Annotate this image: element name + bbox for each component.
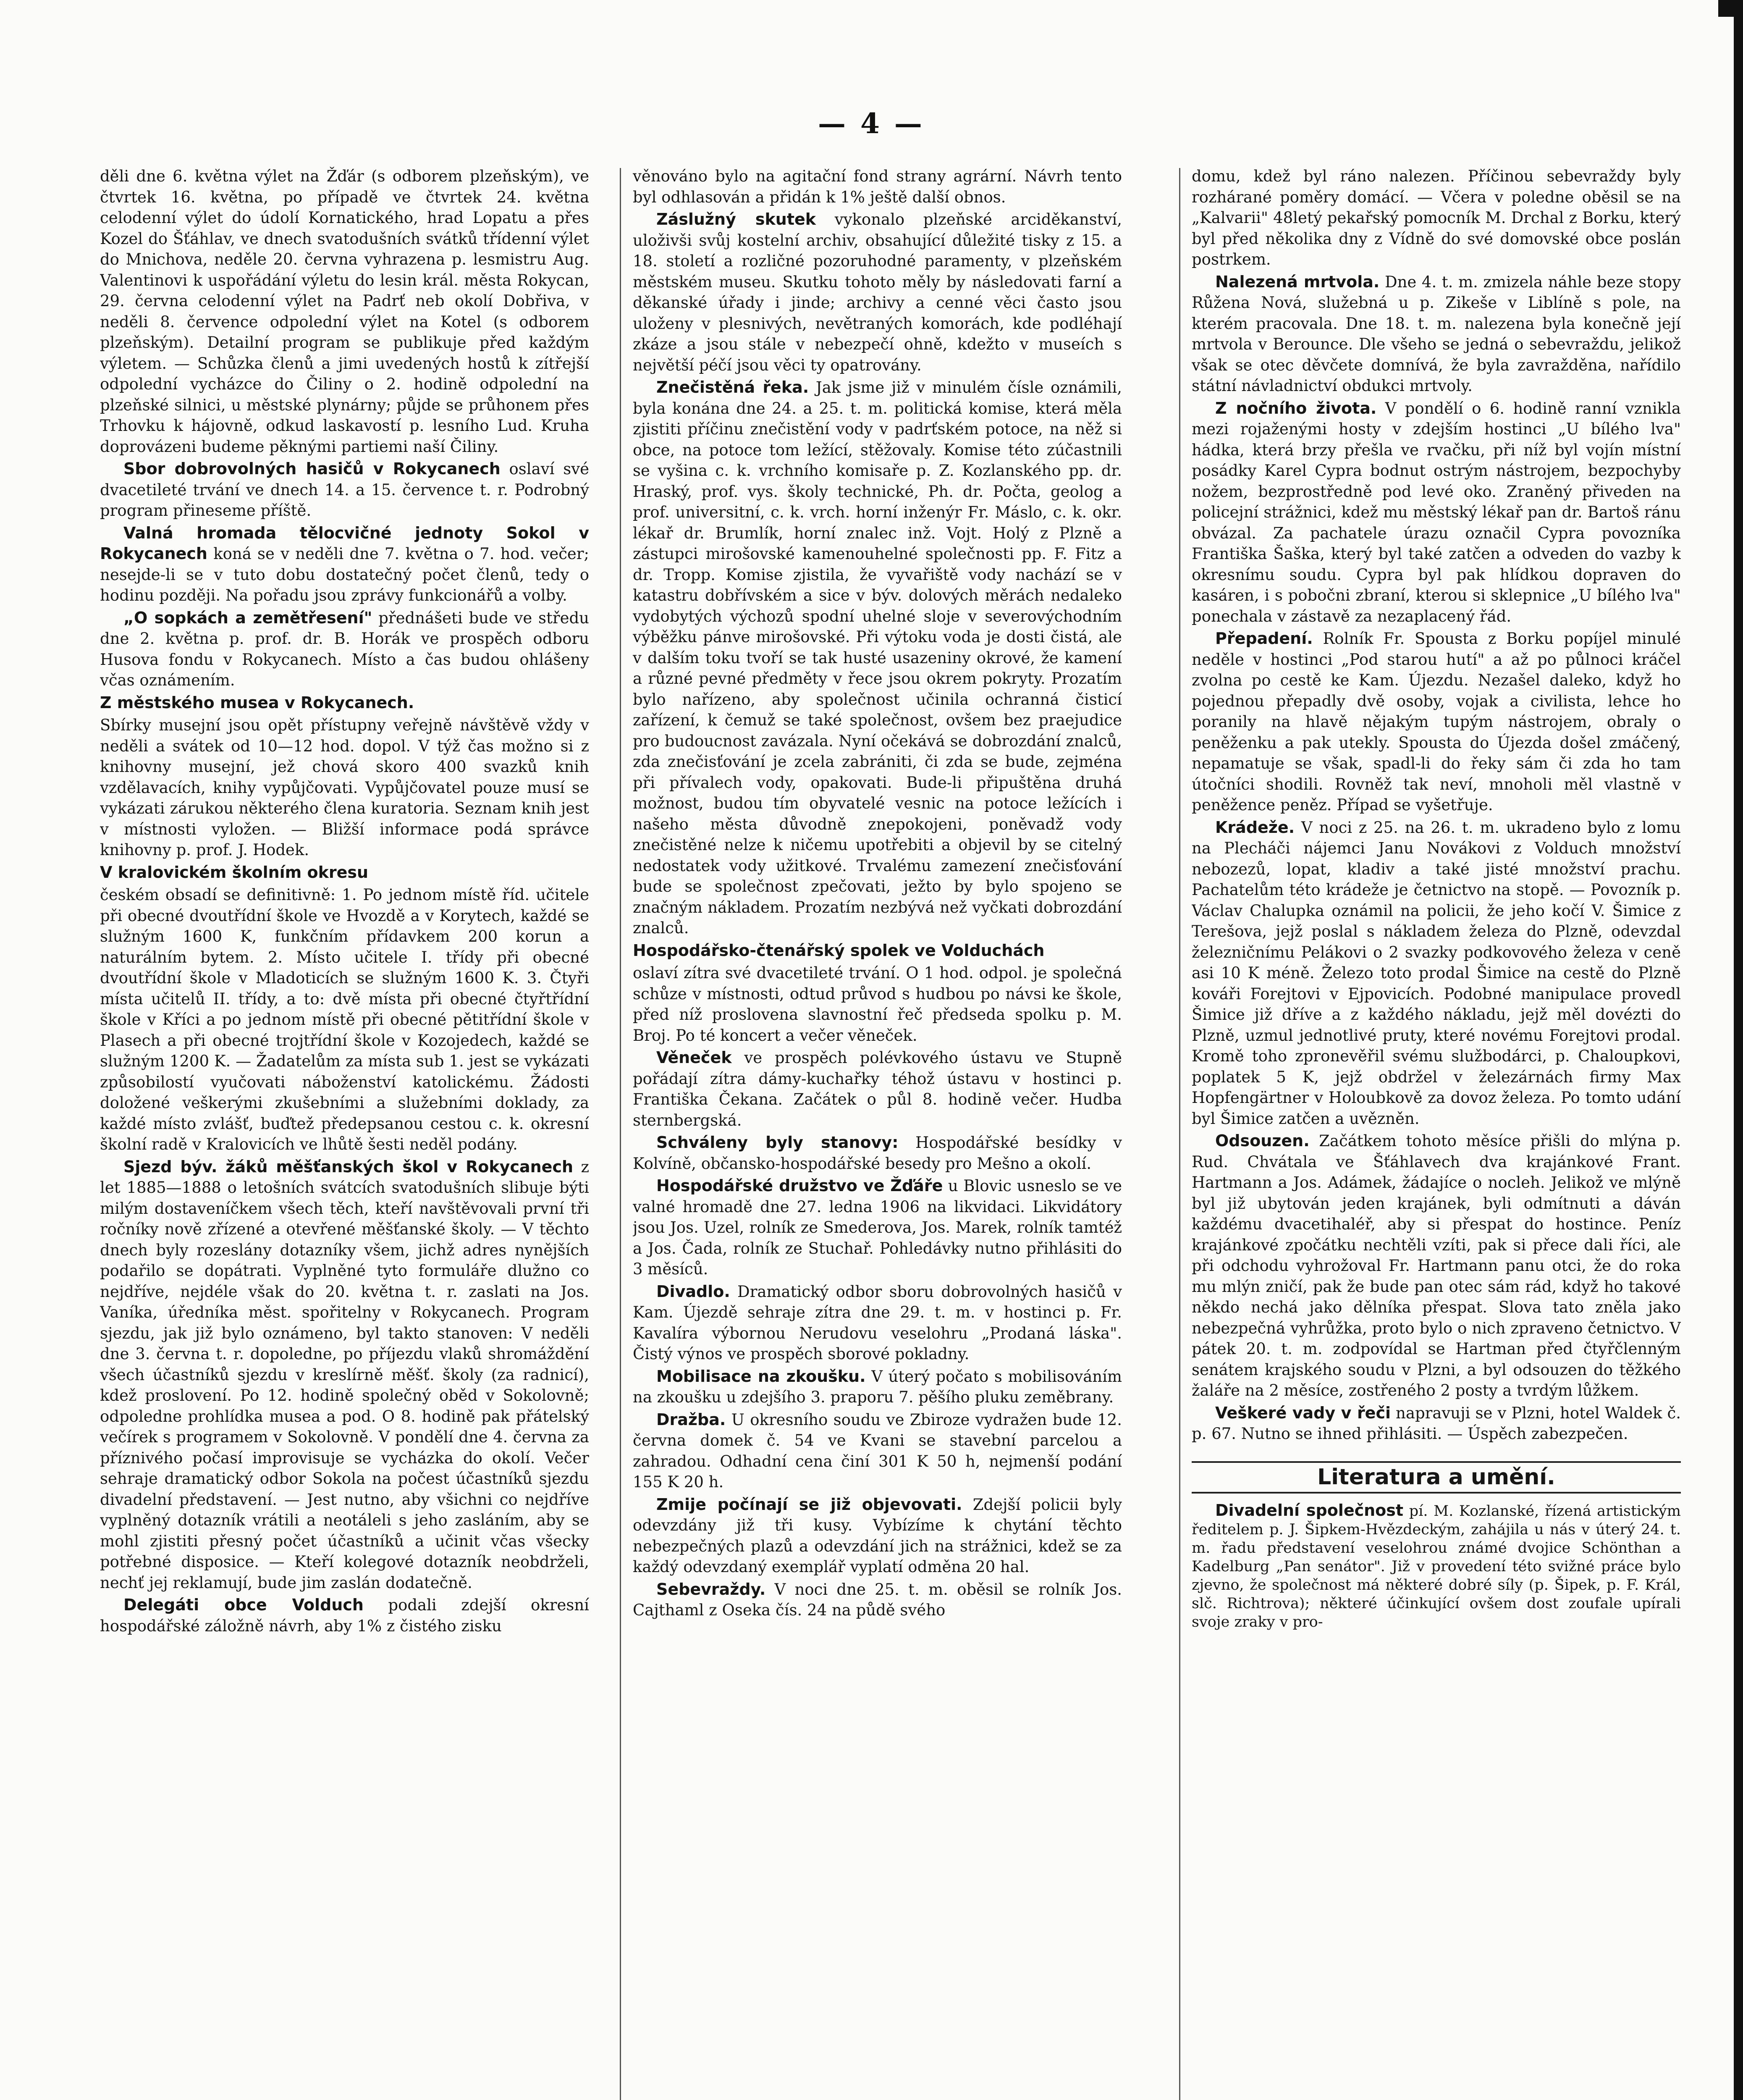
article-text: přednášeti bude ve středu dne 2. května p. prof. dr. B. Horák ve prospěch odboru Husova fondu v Rokycanech. Místo a čas budou ohlášeny včas oznámením. — [100, 609, 589, 689]
literature-section — [1192, 1461, 1681, 1632]
article-head: Záslužný skutek — [656, 210, 816, 228]
article-head: Schváleny byly stanovy: — [656, 1133, 899, 1152]
article-head: „O sopkách a zemětřesení" — [123, 608, 372, 627]
article — [100, 459, 589, 521]
article-head: Nalezená mrtvola. — [1215, 272, 1380, 291]
article-text: vykonalo plzeňské arciděkanství, uloživši svůj kostelní archiv, obsahující důležité tisky z 15. a 18. století a rozličné pozoruhodné paramenty, v plzeňském městském museu. Skutku tohoto měly by následovati farní a děkanské úřady i jinde; archivy a cenné věci často jsou uloženy v plesnivých, nevětraných komorách, kde podléhají zkáze a jsou stále v nebezpečí ohně, kdežto v museích s největší péčí jsou věci ty opatrovány. — [633, 210, 1122, 374]
article-text: podali zdejší okresní hospodářské záložně návrh, aby 1% z čistého zisku — [100, 1596, 589, 1635]
article-head: Hospodářské družstvo ve Žďáře — [656, 1176, 943, 1195]
column-1 — [100, 166, 589, 2100]
article-text: pí. M. Kozlanské, řízená artistickým ředitelem p. J. Šipkem-Hvězdeckým, zahájila u nás v úterý 24. t. m. řadu představení veselohrou známé dvojice Schönthan a Kadelburg „Pan senátor". Již v provedení této svižné práce bylo zjevno, že společnost má některé dobré síly (p. Šipek, p. F. Král, slč. Richtrova); některé účinkující ovšem dost zoufale upírali svoje zraky v pro- — [1192, 1503, 1681, 1630]
article-head: Odsouzen. — [1215, 1131, 1310, 1150]
article-text: V pondělí o 6. hodině ranní vznikla mezi rojaženými hosty v zdejším hostinci „U bílého lva" hádka, která brzy přešla ve rvačku, při níž byl vojín místní posádky Karel Cypra bodnut ostrým nástrojem, bezpochyby nožem, bezprostředně pod levé oko. Zraněný přiveden na policejní strážnici, kdež mu městský lékař pan dr. Bartoš ránu obvázal. Za pachatele úrazu označil Cypra povozníka Františka Šaška, který byl také zatčen a odveden do vazby k okresnímu soudu. Cypra byl pak hlídkou dopraven do kasáren, i s pobočni zbraní, kterou si sklepnice „U bílého lva" ponechala v zástavě za nezaplacený řád. — [1192, 399, 1681, 625]
article-paragraph: oslaví zítra své dvacetileté trvání. O 1 hod. odpol. je společná schůze v místnosti, odtud průvod s hudbou po návsi ke škole, před níž proslovena slavnostní řeč předseda spolku p. M. Broj. Po té koncert a večer věneček. — [633, 964, 1122, 1045]
article — [1192, 398, 1681, 627]
article — [1192, 1403, 1681, 1444]
article-text: V noci dne 25. t. m. oběsil se rolník Jos. Cajthaml z Oseka čís. 24 na půdě svého — [633, 1580, 1122, 1619]
article-text: ve prospěch polévkového ústavu ve Stupně pořádají zítra dámy-kuchařky téhož ústavu v hostinci p. Františka Čekana. Začátek o půl 8. hodině večer. Hudba sternbergská. — [633, 1049, 1122, 1129]
article — [633, 1132, 1122, 1174]
article-head: Veškeré vady v řeči — [1215, 1403, 1391, 1422]
article-text: koná se v neděli dne 7. května o 7. hod. večer; nesejde-li se v tuto dobu dostatečný počet členů, tedy o hodinu později. Na pořadu jsou zprávy funkcionářů a volby. — [100, 545, 589, 604]
article-head: Zmije počínají se již objevovati. — [656, 1495, 962, 1514]
article-paragraph: věnováno bylo na agitační fond strany agrární. Návrh tento byl odhlasován a přidán k 1% ještě další obnos. — [633, 167, 1122, 206]
article-text: napravuji se v Plzni, hotel Waldek č. p. 67. Nutno se ihned přihlásiti. — Úspěch zabezpečen. — [1192, 1404, 1681, 1443]
article — [633, 377, 1122, 939]
article — [100, 1595, 589, 1636]
section-heading: Z městského musea v Rokycanech. — [100, 693, 414, 712]
article-paragraph: děli dne 6. května výlet na Žďár (s odborem plzeňským), ve čtvrtek 16. května, po případě ve čtvrtek 24. května celodenní výlet do údolí Kornatického, hrad Lopatu a přes Kozel do Šťáhlav, ve dnech svatodušních svátků třídenní výlet do Mnichova, neděle 20. června vyhrazena p. lesmistru Aug. Valentinovi k uspořádání výletu do lesin král. města Rokycan, 29. června celodenní výlet na Padrť neb okolí Dobřiva, v neděli 8. července odpolední výlet na Kotel (s odborem plzeňským). Detailní program se publikuje před každým výletem. — Schůzka členů a jimi uvedených hostů k zítřejší odpolední vycházce do Čiliny o 2. hodině odpolední na plzeňské silnici, u městské plynárny; půjde se průhonem přes Trhovku k hájovně, odkud laskavostí p. lesního Lud. Kruha doprovázeni budeme pěknými partiemi naší Čiliny. — [100, 167, 589, 456]
article — [633, 1281, 1122, 1365]
article — [1192, 817, 1681, 1129]
article — [633, 209, 1122, 375]
article-text: V noci z 25. na 26. t. m. ukradeno bylo z lomu na Plecháči nájemci Janu Novákovi z Volduch množství nebozezů, lopat, kladiv a také jisté množství prachu. Pachatelům této krádeže je četnictvo na stopě. — Povozník p. Václav Chalupka oznámil na policii, že jeho kočí V. Šimice z Terešova, jejž poslal s nákladem železa do Plzně, odevzdal železničnímu Pelákovi o 2 svazky podkovového železa v ceně asi 10 K méně. Železo toto prodal Šimice na cestě do Plzně kováři Forejtovi v Ejpovicích. Podobné manipulace provedl Šimice již dříve a z každého nákladu, jejž měl dovézti do Plzně, uzmul jednotlivé pruty, které novému Forejtovi prodal. Kromě toho zpronevěřil svému službodárci, p. Chaloupkovi, poplatek 5 K, jejž obdržel v železárnách firmy Max Hopfengärtner v Holoubkově za dovoz železa. Po tomto udání byl Šimice zatčen a uvězněn. — [1192, 818, 1681, 1128]
article-paragraph: českém obsadí se definitivně: 1. Po jednom místě říd. učitele při obecné dvoutřídní škole ve Hvozdě a v Korytech, každé se služným 1600 K, funkčním přídavkem 200 korun a naturálním bytem. 2. Místo učitele I. třídy při obecné dvoutřídní škole v Mladoticích se služným 1600 K. 3. Čtyři místa učitelů II. třídy, a to: dvě místa při obecné čtyřtřídní škole v Kříci a po jednom místě při obecné pětitřídní škole v Plasech a při obecné trojtřídní škole v Kozojedech, každé se služným 1200 K. — Žadatelům za místa sub 1. jest se vykázati způsobilostí vyučovati náboženství katolickému. Žádosti doložené veškerými zkušebními a služebními doklady, za každé místo zvlášť, buďtež předepsanou cestou c. k. okresní školní radě v Kralovicích ve lhůtě šesti neděl podány. — [100, 886, 589, 1153]
article — [633, 1366, 1122, 1408]
column-3 — [1192, 166, 1681, 2100]
scan-border-right — [1734, 0, 1743, 2100]
article-text: z let 1885—1888 o letošních svátcích svatodušních slibuje býti milým dostaveníčkem všech těch, kteří navštěvovali první tři ročníky nově zřízené a otevřené měšťanské školy. — V těchto dnech byly rozeslány dotazníky všem, jichž adres nynějších podařilo se dopátrati. Vyplněné tyto formuláře dlužno co nejdříve, nejdéle však do 20. května t. r. zaslati na Jos. Vaníka, úředníka měst. spořitelny v Rokycanech. Program sjezdu, jak již bylo oznámeno, byl takto stanoven: V neděli dne 3. června t. r. dopoledne, po příjezdu vlaků shromáždění všech účastníků sjezdu v kreslírně měšť. školy (za radnicí), kdež proslovení. Po 12. hodině společný oběd v Sokolovně; odpoledne prohlídka musea a pod. O 8. hodině pak přátelský večírek s programem v Sokolovně. V pondělí dne 4. června za příznivého počasí improvisuje se vycházka do okolí. Večer sehraje dramatický odbor Sokola na počest účastníků sjezdu divadelní představení. — Jest nutno, aby všichni co nejdříve vyplněný dotazník vrátili a neotáleli s jeho zasláním, aby se mohl zjistiti přesný počet účastníků a učinit včas všecky potřebné disposice. — Kteří kolegové dotazník neobdrželi, nechť jej reklamují, bude jim zaslán dodatečně. — [100, 1158, 589, 1592]
article — [1192, 272, 1681, 396]
article-text: Začátkem tohoto měsíce přišli do mlýna p. Rud. Chvátala ve Šťáhlavech dva krajánkové Frant. Hartmann a Jos. Adámek, žádajíce o nocleh. Jelikož ve mlýně byl již ubytován jeden krajánek, byli odmítnuti a dáván každému dvacetihaléř, aby si přespat do hostince. Peníz krajánkové zpočátku nechtěli vzíti, pak si přece dali říci, ale při odchodu vyhrožoval Fr. Hartmann panu otci, že do roka mu mlýn zničí, pak že bude pan otec sám rád, když ho takové někdo nechá jako dělníka přespat. Slova tato zněla jako nebezpečná vyhrůžka, proto bylo o nich zpraveno četnictvo. V pátek 20. t. m. zodpovídal se Hartman před čtyřčlenným senátem krajského soudu v Plzni, a byl odsouzen do těžkého žaláře na 2 měsíce, zostřeného 2 posty a tvrdým lůžkem. — [1192, 1132, 1681, 1399]
article-text: Jak jsme již v minulém čísle oznámili, byla konána dne 24. a 25. t. m. politická komise, která měla zjistiti příčinu znečistění vody v padrťském potoce, na něž si obce, na potoce tom ležící, stěžovaly. Komise této zúčastnili se vyšina c. k. vrchního komisaře p. Z. Kozlanského pp. dr. Hraský, prof. vys. školy technické, Ph. dr. Počta, geolog a prof. universitní, c. k. vrch. horní inženýr Fr. Máslo, c. k. okr. lékař dr. Brumlík, horní znalec inž. Vojt. Holý z Plzně a zástupci mirošovské kamenouhelné společnosti pp. F. Fitz a dr. Tropp. Komise zjistila, že vyvařiště vody nachází se v katastru dobřívském a sice v býv. dolových měrách nedaleko vydobytých výchozů spodní uhelné sloje v severovýchodním výběžku pánve mirošovské. Při výtoku voda je dosti čistá, ale v dalším toku tvoří se tak husté usazeniny okrové, že kamení a různé pevné předměty v řece jsou okrem pokryty. Prozatím bylo nařízeno, aby společnost učinila ochranná čisticí zařízení, k čemuž se také společnost, ovšem bez praejudice pro budoucnost zavázala. Nyní očekává se dobrozdání znalců, zda znečisťování je zcela zabrániti, či zda se bude, zejména při přívalech vody, opakovati. Bude-li připuštěna druhá možnost, budou tím obyvatelé vesnic na potoce ležících i našeho města důvodně znepokojeni, poněvadž vody znečistěné nelze k ničemu upotřebiti a objevil by se citelný nedostatek vody užitkové. Trvalému zamezení znečisťování bude se společnost zpečovati, ježto by bylo spojeno se značným nákladem. Prozatím nezbývá než vyčkati dobrozdání znalců. — [633, 378, 1122, 937]
article-text: u Blovic usneslo se ve valné hromadě dne 27. ledna 1906 na likvidaci. Likvidátory jsou Jos. Uzel, rolník ze Smederova, Jos. Marek, rolník tamtéž a Jos. Čada, rolník ze Stuchař. Pohledávky nutno přihlásiti do 3 měsíců. — [633, 1177, 1122, 1278]
article-head: Mobilisace na zkoušku. — [656, 1367, 866, 1386]
article — [633, 1047, 1122, 1131]
article-text: V úterý počato s mobilisováním na zkoušku u zdejšího 3. praporu 7. pěšího pluku zeměbrany. — [633, 1367, 1122, 1406]
scan-border-corner — [1718, 0, 1735, 17]
article-text: U okresního soudu ve Zbiroze vydražen bude 12. června domek č. 54 ve Kvani se stavební parcelou a zahradou. Odhadní cena činí 301 K 50 h, nejmenší podání 155 K 20 h. — [633, 1410, 1122, 1491]
article — [633, 1494, 1122, 1578]
column-2 — [633, 166, 1122, 2100]
article-head: Sjezd býv. žáků měšťanských škol v Rokycanech — [123, 1157, 574, 1176]
column-rule — [620, 168, 621, 2100]
article-text: Dne 4. t. m. zmizela náhle beze stopy Růžena Nová, služebná u p. Zikeše v Liblíně s pole, na kterém pracovala. Dne 18. t. m. nalezena byla konečně její mrtvola v Berounce. Dle všeho se jedná o sebevraždu, jelikož však se otec děvčete domnívá, že byla zavražděna, nařídilo státní návladnictví obdukci mrtvoly. — [1192, 273, 1681, 395]
article — [633, 1176, 1122, 1280]
article — [100, 608, 589, 691]
article-head: Sebevraždy. — [656, 1580, 766, 1599]
article-paragraph: Sbírky musejní jsou opět přístupny veřejně návštěvě vždy v neděli a svátek od 10—12 hod. dopol. V týž čas možno si z knihovny musejní, jež chová skoro 400 svazků knih vzdělavacích, knihy vypůjčovati. Vypůjčovatel pouze musí se vykázati zárukou některého člena kuratoria. Seznam knih jest v místnosti vyložen. — Bližší informace podá správce knihovny p. prof. J. Hodek. — [100, 716, 589, 859]
article-head: Valná hromada tělocvičné jednoty Sokol v Rokycanech — [100, 523, 589, 563]
article-head: Z nočního života. — [1215, 399, 1377, 417]
column-rule — [1179, 168, 1180, 2100]
article-text: Rolník Fr. Spousta z Borku popíjel minulé neděle v hostinci „Pod starou hutí" a až po půlnoci kráčel zvolna po cestě ke Kam. Újezdu. Nezašel daleko, když ho pojednou přepadly dvě osoby, vojak a civilista, lehce ho poranily na hlavě nějakým tupým nástrojem, obraly o peněženku a pak utekly. Spousta do Újezda došel zmáčený, nepamatuje se však, spadl-li do řeky sám či zda ho tam útočníci shodili. Rovněž tak neví, mnoholi měl vlastně v peněžence peněz. Případ se vyšetřuje. — [1192, 630, 1681, 814]
article-head: Delegáti obce Volduch — [123, 1596, 364, 1614]
article-head: Věneček — [656, 1048, 732, 1067]
article-text: Zdejší policii byly odevzdány již tři kusy. Vybízíme k chytání těchto nebezpečných plazů a odevzdání jich na strážnici, kdež se za každý odevzdaný exemplář vyplatí odměna 20 hal. — [633, 1495, 1122, 1576]
article — [100, 1157, 589, 1593]
article-head: Divadelní společnost — [1215, 1501, 1404, 1520]
article — [1192, 628, 1681, 816]
article-head: Znečistěná řeka. — [656, 378, 809, 396]
article-text: Hospodářské besídky v Kolvíně, občansko-hospodářské besedy pro Mešno a okolí. — [633, 1134, 1122, 1173]
article — [633, 1410, 1122, 1493]
section-heading: Hospodářsko-čtenářský spolek ve Volduchách — [633, 941, 1045, 960]
section-heading: V kralovickém školním okresu — [100, 863, 369, 882]
literature-title: Literatura a umění. — [1192, 1461, 1681, 1494]
article-head: Divadlo. — [656, 1282, 730, 1301]
article — [100, 523, 589, 606]
article-paragraph: domu, kdež byl ráno nalezen. Příčinou sebevraždy byly rozhárané poměry domácí. — Včera v poledne oběsil se na „Kalvarii" 48letý pekařský pomocník M. Drchal z Borku, který byl před několika dny z Vídně do své domovské obce poslán postrkem. — [1192, 167, 1681, 268]
article-head: Přepadení. — [1215, 629, 1313, 648]
article-text: oslaví své dvacetileté trvání ve dnech 14. a 15. července t. r. Podrobný program přineseme příště. — [100, 460, 589, 520]
article-text: Dramatický odbor sboru dobrovolných hasičů v Kam. Újezdě sehraje zítra dne 29. t. m. v hostinci p. Fr. Kavalíra výbornou Nerudovu veselohru „Prodaná láska". Čistý výnos ve prospěch sborové pokladny. — [633, 1282, 1122, 1363]
article-head: Krádeže. — [1215, 818, 1295, 837]
page-number: — 4 — — [818, 107, 925, 140]
literature-article — [1192, 1501, 1681, 1631]
column-3-articles — [1192, 166, 1681, 1444]
article — [633, 1579, 1122, 1621]
article-head: Dražba. — [656, 1410, 726, 1429]
article-head: Sbor dobrovolných hasičů v Rokycanech — [123, 459, 501, 478]
article — [1192, 1131, 1681, 1401]
